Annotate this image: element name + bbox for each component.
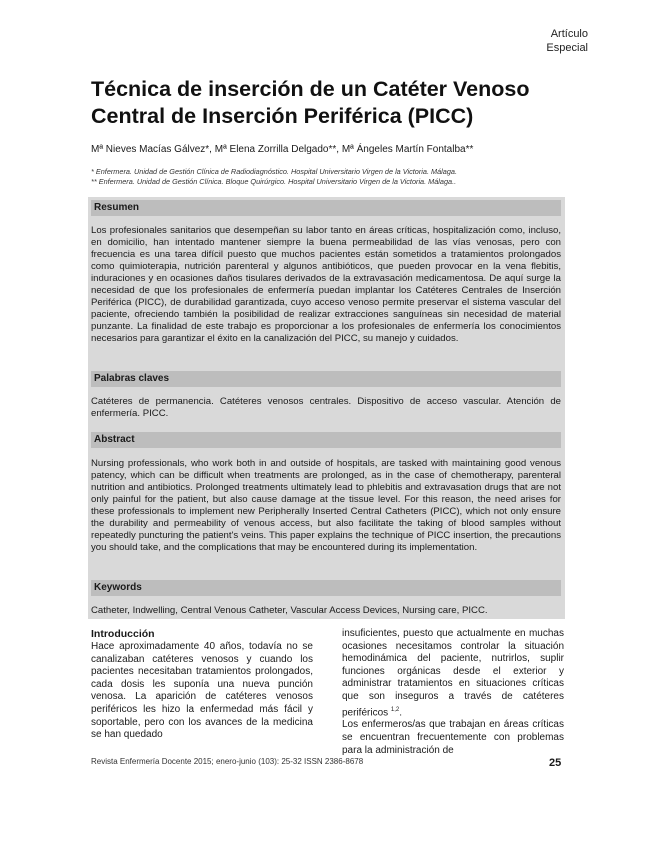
article-type-line1: Artículo	[550, 28, 588, 40]
abstract-text: Nursing professionals, who work both in and outside of hospitals, are tasked with maintaining good venous patency, which can be difficult when treatments are prolonged, as in the case of chemotherapy, parenteral nutrition and antibiotics. Prolonged treatments ultimately lead to phlebitis and extravasation drugs that are not only painful for the patient, but also cause damage at the tissue level. For this reason, the need arises for these professionals to implement new Peripherally Inserted Central Catheters (PICC), which not only ensure the durability and permeability of venous access, but also facilitate the taking of blood samples without repeatedly puncturing the patient's veins. This paper explains the technique of PICC insertion, the precautions you should take, and the complications that may be encountered during its implementation.	[91, 458, 561, 553]
intro-column-right	[342, 628, 564, 757]
article-type-label	[546, 27, 588, 55]
introduccion-heading: Introducción	[91, 628, 155, 640]
affiliation-1: * Enfermera. Unidad de Gestión Clínica de Radiodiagnóstico. Hospital Universitario Virgen de la Victoria. Málaga.	[91, 167, 457, 176]
citation-superscript: 1,2	[390, 706, 400, 713]
article-title: Técnica de inserción de un Catéter Venoso Central de Inserción Periférica (PICC)	[91, 77, 530, 128]
abstract-heading: Abstract	[91, 432, 561, 448]
affiliations	[91, 167, 571, 187]
page-number: 25	[549, 757, 562, 769]
resumen-heading: Resumen	[91, 200, 561, 216]
introduccion-right-text-1: insuficientes, puesto que actualmente en muchas ocasiones necesitamos controlar la situación hemodinámica del paciente, nutrirlos, suplir funciones orgánicas desde el exterior y administrar tratamientos en situaciones críticas que son inseguros a través de catéteres periféricos	[342, 628, 564, 718]
keywords-text: Catheter, Indwelling, Central Venous Catheter, Vascular Access Devices, Nursing care, PICC.	[91, 605, 488, 616]
keywords-heading: Keywords	[91, 580, 561, 596]
intro-column-left	[91, 628, 313, 742]
article-type-line2: Especial	[546, 42, 588, 54]
author-list: Mª Nieves Macías Gálvez*, Mª Elena Zorrilla Delgado**, Mª Ángeles Martín Fontalba**	[91, 144, 474, 155]
palabras-claves-text: Catéteres de permanencia. Catéteres venosos centrales. Dispositivo de acceso vascular. Atención de enfermería. PICC.	[91, 396, 561, 419]
introduccion-left-text: Hace aproximadamente 40 años, todavía no se canalizaban catéteres venosos y cuando los pacientes necesitaban tratamientos prolongados, cada dosis les suponía una nueva punción venosa. La aparición de catéteres venosos periféricos les hizo la enfermedad más fácil y soportable, pero con los avances de la medicina se han quedado	[91, 641, 313, 741]
journal-citation: Revista Enfermería Docente 2015; enero-junio (103): 25-32 ISSN 2386-8678	[91, 757, 364, 766]
introduccion-right-end: .	[399, 706, 403, 718]
resumen-text: Los profesionales sanitarios que desempeñan su labor tanto en áreas críticas, hospitalización como, incluso, en domicilio, han intentado mantener siempre la buena permeabilidad de las vías venosas, pero con frecuencia es una tarea difícil puesto que muchos pacientes están sometidos a tratamientos prolongados como quimioterapia, nutrición parenteral y algunos antibióticos, que pueden provocar en la vena flebitis, induraciones y en ocasiones daños tisulares derivados de la extravasación medicamentosa. De aquí surge la necesidad de que los profesionales de enfermería puedan implantar los Catéteres Centrales de Inserción Periférica (PICC), de durabilidad garantizada, cuyo acceso venoso permite preservar el sistema vascular del paciente, ofreciendo también la posibilidad de realizar extracciones sanguíneas sin necesidad de material punzante. La finalidad de este trabajo es proporcionar a los profesionales de enfermería los conocimientos necesarios para garantizar el éxito en la canalización del PICC, su manejo y cuidados.	[91, 225, 561, 344]
affiliation-2: ** Enfermera. Unidad de Gestión Clínica. Bloque Quirúrgico. Hospital Universitario Virgen de la Victoria. Málaga..	[91, 177, 457, 186]
introduccion-right-paragraph-1	[342, 628, 564, 719]
palabras-claves-heading: Palabras claves	[91, 371, 561, 387]
introduccion-right-text-2: Los enfermeros/as que trabajan en áreas críticas se encuentran frecuentemente con problemas para la administración de	[342, 719, 564, 756]
